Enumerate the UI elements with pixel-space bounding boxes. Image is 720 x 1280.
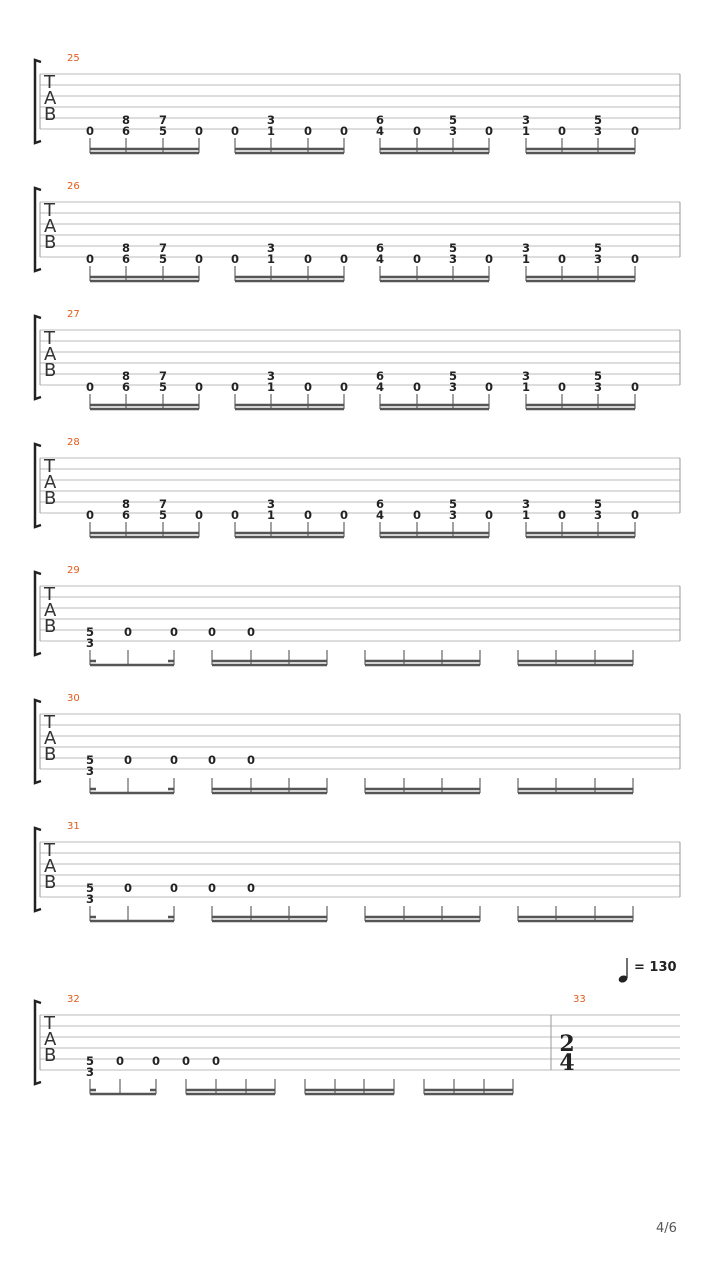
measure-number: 26 <box>67 181 80 192</box>
fret-number: 0 <box>207 753 217 767</box>
fret-number: 6 <box>121 252 131 266</box>
fret-number: 0 <box>123 881 133 895</box>
fret-number: 5 <box>85 1054 95 1068</box>
fret-number: 0 <box>630 252 640 266</box>
measure-number: 32 <box>67 994 80 1005</box>
tab-clef-letter: A <box>44 728 57 749</box>
fret-number: 6 <box>121 380 131 394</box>
fret-number: 0 <box>85 252 95 266</box>
fret-number: 3 <box>521 497 531 511</box>
fret-number: 0 <box>194 252 204 266</box>
fret-number: 0 <box>630 124 640 138</box>
measure-number: 28 <box>67 437 80 448</box>
fret-number: 7 <box>158 497 168 511</box>
time-signature-denominator: 4 <box>559 1050 575 1076</box>
fret-number: 0 <box>557 508 567 522</box>
fret-number: 1 <box>521 380 531 394</box>
fret-number: 0 <box>169 881 179 895</box>
fret-number: 1 <box>521 508 531 522</box>
fret-number: 0 <box>194 124 204 138</box>
fret-number: 7 <box>158 241 168 255</box>
fret-number: 3 <box>593 124 603 138</box>
fret-number: 7 <box>158 113 168 127</box>
fret-number: 3 <box>521 113 531 127</box>
fret-number: 0 <box>123 753 133 767</box>
fret-number: 0 <box>630 380 640 394</box>
fret-number: 0 <box>85 124 95 138</box>
fret-number: 1 <box>521 252 531 266</box>
fret-number: 0 <box>484 124 494 138</box>
tab-system <box>35 309 680 409</box>
measure-number: 31 <box>67 821 80 832</box>
fret-number: 0 <box>194 508 204 522</box>
measure-number: 33 <box>573 994 586 1005</box>
tab-clef-letter: A <box>44 88 57 109</box>
tab-clef-letter: B <box>44 872 57 893</box>
fret-number: 3 <box>85 764 95 778</box>
tab-system <box>35 437 680 537</box>
fret-number: 3 <box>85 1065 95 1079</box>
fret-number: 0 <box>169 753 179 767</box>
fret-number: 0 <box>230 380 240 394</box>
tab-clef-letter: A <box>44 472 57 493</box>
fret-number: 0 <box>412 508 422 522</box>
fret-number: 0 <box>339 508 349 522</box>
fret-number: 5 <box>85 625 95 639</box>
fret-number: 3 <box>593 380 603 394</box>
fret-number: 0 <box>207 881 217 895</box>
fret-number: 6 <box>375 497 385 511</box>
fret-number: 1 <box>266 380 276 394</box>
tab-clef-letter: T <box>44 456 55 477</box>
tab-clef-letter: T <box>44 1013 55 1034</box>
tab-clef-letter: B <box>44 488 57 509</box>
fret-number: 5 <box>158 124 168 138</box>
tab-system <box>35 994 680 1094</box>
fret-number: 0 <box>484 380 494 394</box>
fret-number: 0 <box>85 380 95 394</box>
fret-number: 3 <box>448 252 458 266</box>
fret-number: 0 <box>230 124 240 138</box>
fret-number: 0 <box>246 753 256 767</box>
fret-number: 3 <box>521 369 531 383</box>
fret-number: 5 <box>158 380 168 394</box>
fret-number: 5 <box>85 881 95 895</box>
fret-number: 0 <box>181 1054 191 1068</box>
measure-number: 29 <box>67 565 80 576</box>
fret-number: 0 <box>339 124 349 138</box>
tab-clef-letter: T <box>44 712 55 733</box>
fret-number: 0 <box>123 625 133 639</box>
tab-clef-letter: A <box>44 1029 57 1050</box>
tab-clef-letter: A <box>44 216 57 237</box>
fret-number: 0 <box>230 508 240 522</box>
fret-number: 3 <box>593 508 603 522</box>
page-number: 4/6 <box>656 1221 677 1236</box>
fret-number: 3 <box>521 241 531 255</box>
fret-number: 0 <box>115 1054 125 1068</box>
fret-number: 3 <box>448 380 458 394</box>
fret-number: 3 <box>266 369 276 383</box>
fret-number: 0 <box>246 881 256 895</box>
fret-number: 0 <box>303 252 313 266</box>
tab-system <box>35 565 680 665</box>
tab-clef-letter: T <box>44 72 55 93</box>
tab-clef-letter: B <box>44 232 57 253</box>
fret-number: 3 <box>593 252 603 266</box>
tab-system <box>35 821 680 921</box>
fret-number: 0 <box>303 508 313 522</box>
fret-number: 4 <box>375 380 385 394</box>
fret-number: 3 <box>266 241 276 255</box>
fret-number: 5 <box>158 508 168 522</box>
fret-number: 0 <box>169 625 179 639</box>
fret-number: 8 <box>121 497 131 511</box>
fret-number: 0 <box>151 1054 161 1068</box>
fret-number: 0 <box>339 380 349 394</box>
tab-system <box>35 181 680 281</box>
fret-number: 3 <box>266 497 276 511</box>
fret-number: 6 <box>121 508 131 522</box>
fret-number: 4 <box>375 508 385 522</box>
tempo-text: = 130 <box>634 960 677 975</box>
tab-system <box>35 693 680 793</box>
fret-number: 4 <box>375 124 385 138</box>
fret-number: 3 <box>448 124 458 138</box>
fret-number: 5 <box>85 753 95 767</box>
fret-number: 0 <box>303 124 313 138</box>
fret-number: 0 <box>412 380 422 394</box>
fret-number: 5 <box>448 369 458 383</box>
fret-number: 0 <box>412 252 422 266</box>
fret-number: 0 <box>339 252 349 266</box>
fret-number: 5 <box>593 497 603 511</box>
fret-number: 5 <box>448 241 458 255</box>
tab-clef-letter: B <box>44 744 57 765</box>
tab-clef-letter: A <box>44 344 57 365</box>
fret-number: 6 <box>375 369 385 383</box>
fret-number: 0 <box>412 124 422 138</box>
fret-number: 7 <box>158 369 168 383</box>
fret-number: 3 <box>85 892 95 906</box>
tempo-marking <box>618 958 677 984</box>
tab-clef-letter: T <box>44 584 55 605</box>
time-signature-numerator: 2 <box>559 1031 575 1057</box>
fret-number: 8 <box>121 113 131 127</box>
fret-number: 5 <box>158 252 168 266</box>
measure-number: 27 <box>67 309 80 320</box>
fret-number: 5 <box>593 113 603 127</box>
fret-number: 8 <box>121 369 131 383</box>
fret-number: 0 <box>230 252 240 266</box>
fret-number: 5 <box>593 369 603 383</box>
fret-number: 6 <box>121 124 131 138</box>
fret-number: 3 <box>266 113 276 127</box>
fret-number: 0 <box>557 380 567 394</box>
fret-number: 6 <box>375 113 385 127</box>
fret-number: 0 <box>211 1054 221 1068</box>
fret-number: 5 <box>448 497 458 511</box>
fret-number: 5 <box>448 113 458 127</box>
tab-clef-letter: B <box>44 616 57 637</box>
fret-number: 0 <box>484 508 494 522</box>
tab-clef-letter: A <box>44 600 57 621</box>
tab-clef-letter: T <box>44 328 55 349</box>
fret-number: 4 <box>375 252 385 266</box>
fret-number: 0 <box>85 508 95 522</box>
fret-number: 0 <box>557 252 567 266</box>
fret-number: 0 <box>194 380 204 394</box>
fret-number: 3 <box>448 508 458 522</box>
fret-number: 1 <box>521 124 531 138</box>
tab-clef-letter: A <box>44 856 57 877</box>
fret-number: 0 <box>207 625 217 639</box>
tab-clef-letter: B <box>44 1045 57 1066</box>
fret-number: 6 <box>375 241 385 255</box>
fret-number: 0 <box>303 380 313 394</box>
tab-clef-letter: T <box>44 200 55 221</box>
fret-number: 1 <box>266 508 276 522</box>
tab-clef-letter: B <box>44 360 57 381</box>
tab-system <box>35 53 680 153</box>
fret-number: 1 <box>266 252 276 266</box>
fret-number: 0 <box>630 508 640 522</box>
fret-number: 0 <box>484 252 494 266</box>
fret-number: 0 <box>557 124 567 138</box>
fret-number: 5 <box>593 241 603 255</box>
measure-number: 25 <box>67 53 80 64</box>
tab-clef-letter: B <box>44 104 57 125</box>
fret-number: 1 <box>266 124 276 138</box>
tab-clef-letter: T <box>44 840 55 861</box>
measure-number: 30 <box>67 693 80 704</box>
fret-number: 8 <box>121 241 131 255</box>
fret-number: 0 <box>246 625 256 639</box>
fret-number: 3 <box>85 636 95 650</box>
